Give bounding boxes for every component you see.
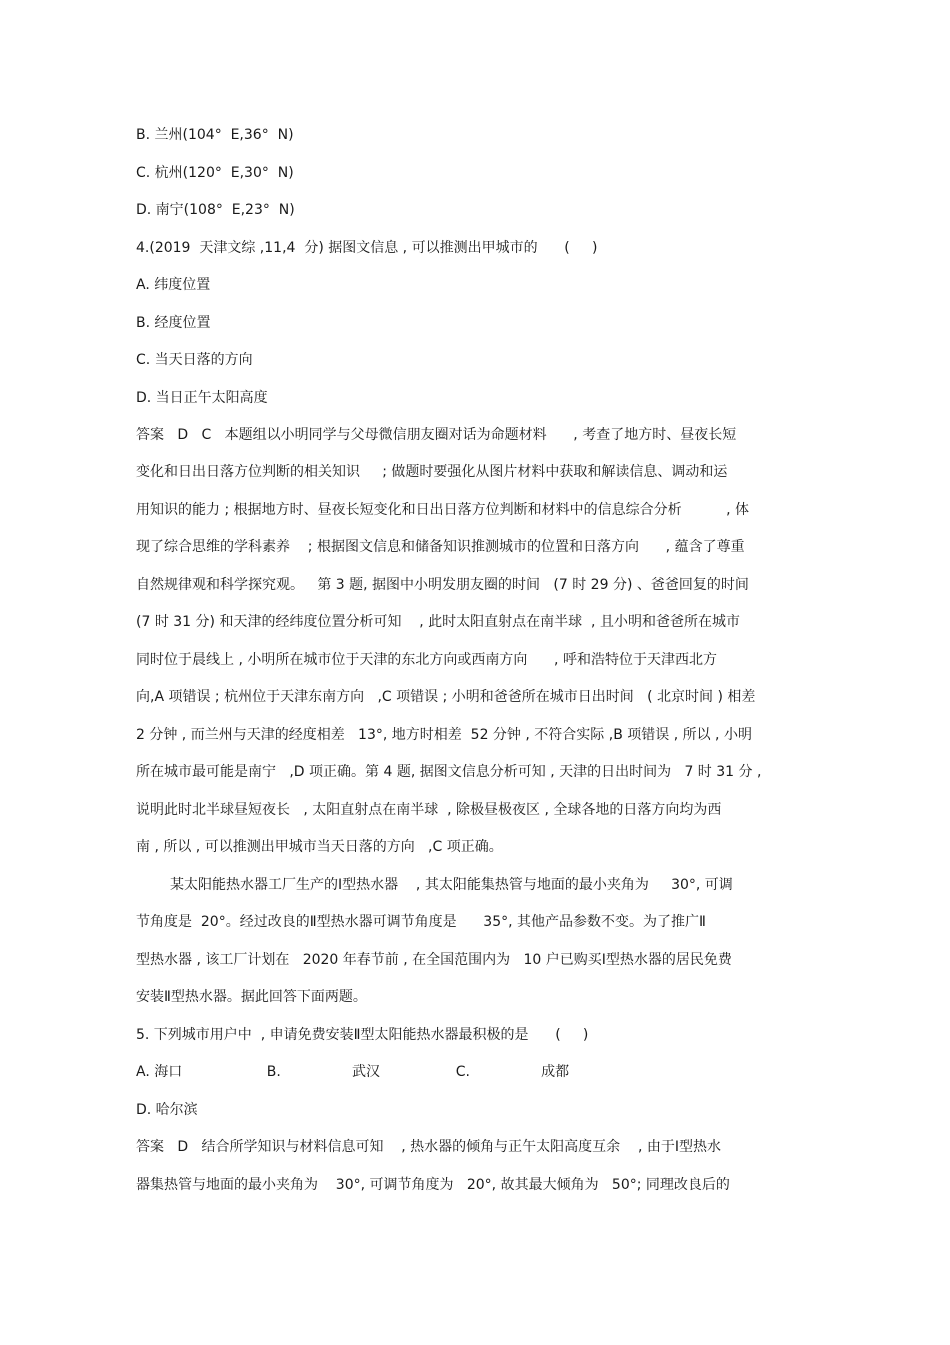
material-paragraph-line: 某太阳能热水器工厂生产的Ⅰ型热水器 , 其太阳能集热管与地面的最小夹角为 30°, 可调 [170, 877, 733, 893]
answer-5-line: 答案 D 结合所学知识与材料信息可知 , 热水器的倾角与正午太阳高度互余 , 由于Ⅰ型热水 [136, 1139, 722, 1155]
material-paragraph-line: 安装Ⅱ型热水器。据此回答下面两题。 [136, 989, 367, 1005]
option-b-lanzhou: B. 兰州(104° E,36° N) [136, 127, 294, 143]
question-4-option-a: A. 纬度位置 [136, 277, 211, 293]
question-4-option-d: D. 当日正午太阳高度 [136, 390, 268, 406]
question-4-option-b: B. 经度位置 [136, 315, 211, 331]
option-c-hangzhou: C. 杭州(120° E,30° N) [136, 165, 294, 181]
question-4-stem: 4.(2019 天津文综 ,11,4 分) 据图文信息 , 可以推测出甲城市的 ( ) [136, 240, 598, 256]
answer-3-4-line: 所在城市最可能是南宁 ,D 项正确。第 4 题, 据图文信息分析可知 , 天津的日出时间为 7 时 31 分 , [136, 764, 762, 780]
material-paragraph-line: 节角度是 20°。经过改良的Ⅱ型热水器可调节角度是 35°, 其他产品参数不变。为了推广Ⅱ [136, 914, 706, 930]
answer-3-4-line: (7 时 31 分) 和天津的经纬度位置分析可知 , 此时太阳直射点在南半球 , 且小明和爸爸所在城市 [136, 614, 740, 630]
answer-3-4-line: 同时位于晨线上 , 小明所在城市位于天津的东北方向或西南方向 , 呼和浩特位于天津西北方 [136, 652, 717, 668]
answer-5-line: 器集热管与地面的最小夹角为 30°, 可调节角度为 20°, 故其最大倾角为 50°; 同理改良后的 [136, 1177, 730, 1193]
answer-3-4-line: 2 分钟 , 而兰州与天津的经度相差 13°, 地方时相差 52 分钟 , 不符合实际 ,B 项错误 , 所以 , 小明 [136, 727, 752, 743]
answer-3-4-line: 自然规律观和科学探究观。 第 3 题, 据图中小明发朋友圈的时间 (7 时 29 分) 、爸爸回复的时间 [136, 577, 749, 593]
question-5-option-d: D. 哈尔滨 [136, 1102, 198, 1118]
answer-3-4-line: 用知识的能力 ; 根据地方时、昼夜长短变化和日出日落方位判断和材料中的信息综合分析 , 体 [136, 502, 750, 518]
question-5-stem: 5. 下列城市用户中 , 申请免费安装Ⅱ型太阳能热水器最积极的是 ( ) [136, 1027, 589, 1043]
answer-3-4-line: 变化和日出日落方位判断的相关知识 ; 做题时要强化从图片材料中获取和解读信息、调动和运 [136, 464, 728, 480]
answer-3-4-line: 说明此时北半球昼短夜长 , 太阳直射点在南半球 , 除极昼极夜区 , 全球各地的日落方向均为西 [136, 802, 722, 818]
material-paragraph-line: 型热水器 , 该工厂计划在 2020 年春节前 , 在全国范围内为 10 户已购买Ⅰ型热水器的居民免费 [136, 952, 732, 968]
option-d-nanning: D. 南宁(108° E,23° N) [136, 202, 295, 218]
answer-3-4-line: 向,A 项错误 ; 杭州位于天津东南方向 ,C 项错误 ; 小明和爸爸所在城市日出时间 ( 北京时间 ) 相差 [136, 689, 756, 705]
answer-3-4-line: 南 , 所以 , 可以推测出甲城市当天日落的方向 ,C 项正确。 [136, 839, 503, 855]
answer-3-4-line: 答案 D C 本题组以小明同学与父母微信朋友圈对话为命题材料 , 考查了地方时、昼夜长短 [136, 427, 737, 443]
question-5-options-abc: A. 海口 B. 武汉 C. 成都 [136, 1064, 570, 1080]
answer-3-4-line: 现了综合思维的学科素养 ; 根据图文信息和储备知识推测城市的位置和日落方向 , 蕴含了尊重 [136, 539, 745, 555]
question-4-option-c: C. 当天日落的方向 [136, 352, 253, 368]
